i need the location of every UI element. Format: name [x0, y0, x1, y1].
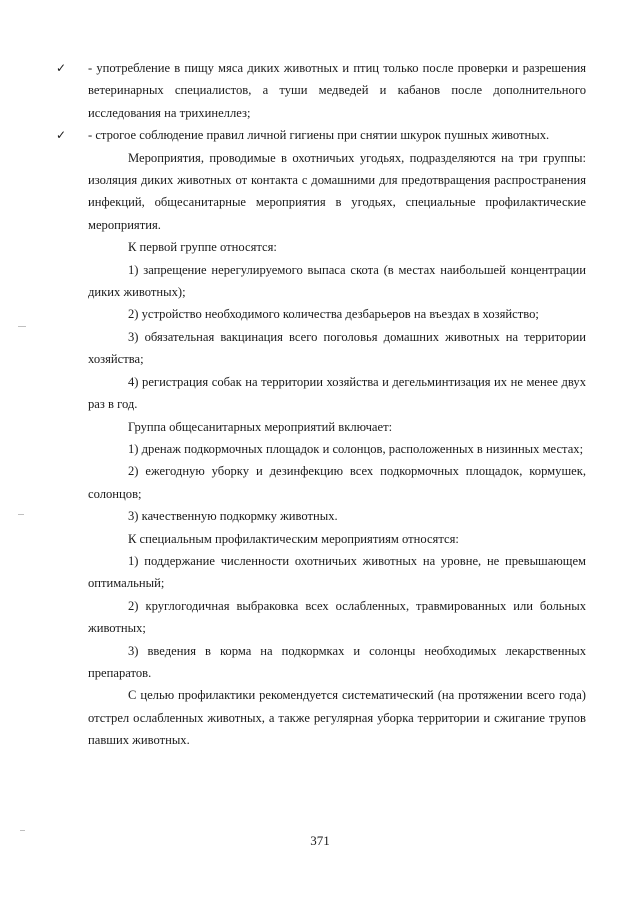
- bullet-text: - употребление в пищу мяса диких животных и птиц только после проверки и разрешения ветеринарных специалистов, а туши медведей и кабанов после дополнительного исследования на трихинеллез;: [88, 61, 586, 120]
- paragraph: 2) устройство необходимого количества дезбарьеров на въездах в хозяйство;: [128, 307, 539, 322]
- paragraph: К специальным профилактическим мероприятиям относятся:: [128, 531, 459, 546]
- page-body: [56, 57, 586, 752]
- checkmark-icon: ✓: [56, 61, 67, 75]
- paragraph: 3) введения в корма на подкормках и солонцы необходимых лекарственных препаратов.: [88, 643, 586, 680]
- paragraph: Мероприятия, проводимые в охотничьих угодьях, подразделяются на три группы: изоляция диких животных от контакта с домашними для предотвращения распространения инфекций, общесанитарные мероприятия в угодьях, специальные профилактические мероприятия.: [88, 150, 586, 232]
- checkmark-icon: ✓: [56, 128, 67, 143]
- paragraph: Группа общесанитарных мероприятий включает:: [128, 419, 393, 434]
- bullet-item: [56, 57, 586, 124]
- scan-artifact: [20, 830, 25, 831]
- scan-artifact: [18, 326, 26, 327]
- paragraph: 1) поддержание численности охотничьих животных на уровне, не превышающем оптимальный;: [88, 553, 586, 591]
- bullet-item: [56, 124, 586, 146]
- paragraph: 1) запрещение нерегулируемого выпаса скота (в местах наибольшей концентрации диких животных);: [88, 262, 586, 300]
- paragraph: 3) качественную подкормку животных.: [128, 509, 338, 524]
- paragraph: 4) регистрация собак на территории хозяйства и дегельминтизация их не менее двух раз в год.: [88, 374, 586, 412]
- paragraph: 3) обязательная вакцинация всего поголовья домашних животных на территории хозяйства;: [88, 329, 586, 367]
- paragraph: 2) ежегодную уборку и дезинфекцию всех подкормочных площадок, кормушек, солонцов;: [88, 464, 586, 501]
- page-number: 371: [310, 833, 330, 848]
- scan-artifact: [18, 514, 24, 515]
- paragraph: С целью профилактики рекомендуется систематический (на протяжении всего года) отстрел ослабленных животных, а также регулярная уборка территории и сжигание трупов павших животных.: [88, 688, 586, 748]
- bullet-text: - строгое соблюдение правил личной гигиены при снятии шкурок пушных животных.: [88, 128, 550, 143]
- paragraph: 2) круглогодичная выбраковка всех ослабленных, травмированных или больных животных;: [88, 598, 586, 636]
- paragraph: 1) дренаж подкормочных площадок и солонцов, расположенных в низинных местах;: [128, 441, 584, 456]
- paragraph: К первой группе относятся:: [128, 240, 277, 255]
